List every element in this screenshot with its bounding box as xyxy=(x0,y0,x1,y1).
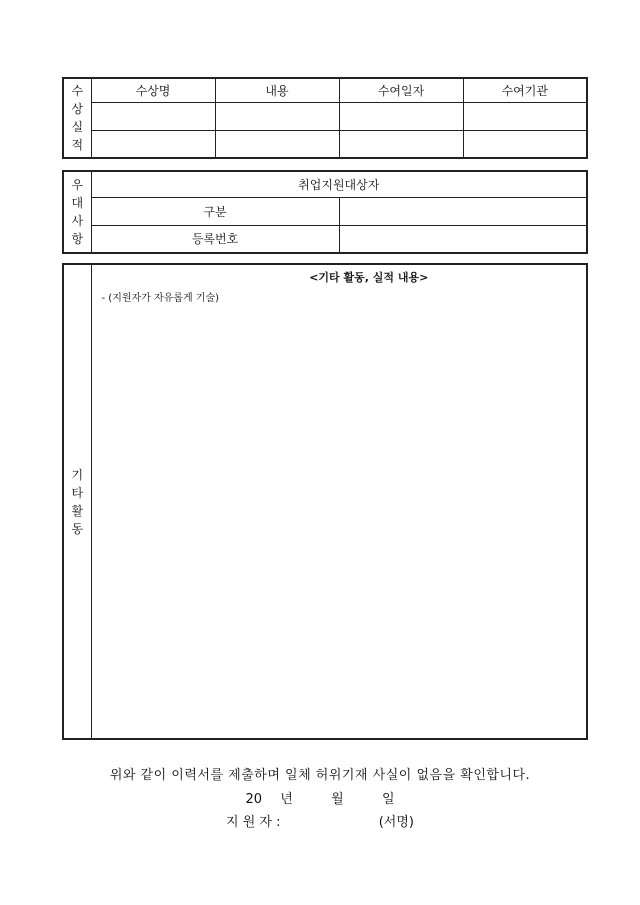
header-award-date: 수여일자 xyxy=(339,78,463,102)
other-activities-note: - (지원자가 자유롭게 기술) xyxy=(101,293,220,304)
table-row xyxy=(63,102,587,130)
award-cell[interactable] xyxy=(463,130,587,158)
awards-table xyxy=(62,77,588,159)
header-award-org: 수여기관 xyxy=(463,78,587,102)
award-cell[interactable] xyxy=(339,102,463,130)
award-cell[interactable] xyxy=(91,130,215,158)
awards-side-label: 수 상 실 적 xyxy=(63,78,91,158)
award-cell[interactable] xyxy=(91,102,215,130)
header-content: 내용 xyxy=(215,78,339,102)
table-row xyxy=(63,130,587,158)
category-field[interactable] xyxy=(339,197,587,225)
signature-label: (서명) xyxy=(378,815,414,830)
preferential-table xyxy=(62,170,588,254)
header-award-name: 수상명 xyxy=(91,78,215,102)
other-activities-title: <기타 활동, 실적 내용> xyxy=(309,271,429,284)
preferential-side-label: 우 대 사 항 xyxy=(63,171,91,253)
preferential-header: 취업지원대상자 xyxy=(91,171,587,197)
other-activities-table xyxy=(62,263,588,740)
other-side-label: 기 타 활 동 xyxy=(63,264,91,739)
award-cell[interactable] xyxy=(463,102,587,130)
other-activities-textarea[interactable] xyxy=(91,264,587,739)
registration-number-label: 등록번호 xyxy=(91,225,339,253)
table-row xyxy=(63,197,587,225)
applicant-label: 지 원 자 : xyxy=(226,815,281,830)
category-label: 구분 xyxy=(91,197,339,225)
award-cell[interactable] xyxy=(339,130,463,158)
date-year-label: 년 xyxy=(280,792,293,807)
date-month-label: 월 xyxy=(331,792,344,807)
applicant-line xyxy=(0,811,640,830)
confirmation-statement: 위와 같이 이력서를 제출하며 일체 허위기재 사실이 없음을 확인합니다. xyxy=(109,768,531,783)
table-row xyxy=(63,225,587,253)
date-line xyxy=(0,788,640,807)
date-year: 20 xyxy=(245,792,262,807)
award-cell[interactable] xyxy=(215,130,339,158)
registration-number-field[interactable] xyxy=(339,225,587,253)
date-day-label: 일 xyxy=(381,792,395,807)
award-cell[interactable] xyxy=(215,102,339,130)
